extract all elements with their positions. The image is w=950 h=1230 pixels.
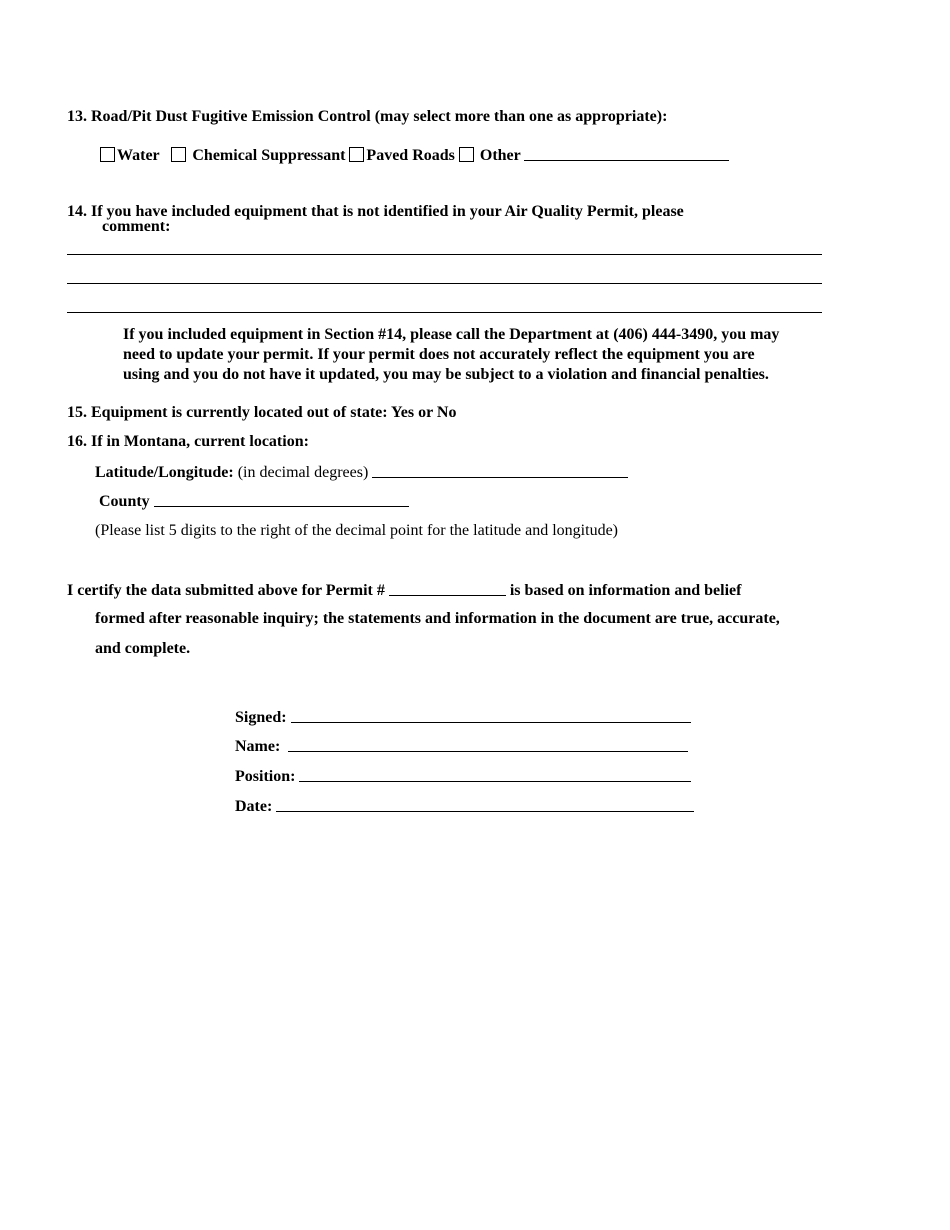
latlong-row (95, 463, 628, 482)
position-label: Position: (235, 768, 296, 785)
chemical-suppressant-checkbox[interactable] (171, 147, 186, 162)
q16-title: 16. If in Montana, current location: (67, 433, 309, 450)
signed-blank[interactable] (291, 708, 691, 723)
certify-text-b: is based on information and belief (509, 582, 742, 599)
other-label: Other (479, 147, 521, 164)
paved-roads-checkbox[interactable] (349, 147, 364, 162)
position-blank[interactable] (299, 767, 691, 782)
name-blank[interactable] (288, 737, 688, 752)
latlong-blank[interactable] (372, 463, 628, 478)
latlong-hint: (in decimal degrees) (237, 464, 369, 481)
certify-line1 (67, 581, 741, 600)
date-blank[interactable] (276, 797, 694, 812)
county-blank[interactable] (154, 492, 409, 507)
water-checkbox[interactable] (100, 147, 115, 162)
q14-title-line2: comment: (102, 218, 171, 235)
q14-notice-line2: need to update your permit. If your permit does not accurately reflect the equipment you are (123, 346, 755, 363)
q13-options (100, 146, 729, 165)
q14-title-line1: 14. If you have included equipment that is not identified in your Air Quality Permit, please (67, 203, 684, 220)
q14-notice-line3: using and you do not have it updated, you may be subject to a violation and financial penalties. (123, 366, 769, 383)
q13-title: 13. Road/Pit Dust Fugitive Emission Control (may select more than one as appropriate): (67, 108, 668, 125)
water-label: Water (117, 147, 160, 164)
date-label: Date: (235, 798, 273, 815)
certify-line2: formed after reasonable inquiry; the statements and information in the document are true, accurate, (95, 610, 780, 627)
chemical-suppressant-label: Chemical Suppressant (192, 147, 346, 164)
signed-row (235, 708, 691, 727)
comment-line-3[interactable] (67, 312, 822, 313)
q14-notice (123, 325, 779, 385)
signed-label: Signed: (235, 709, 287, 726)
certify-line3: and complete. (95, 640, 191, 657)
permit-number-blank[interactable] (389, 581, 506, 596)
other-checkbox[interactable] (459, 147, 474, 162)
county-row (99, 492, 409, 511)
county-label: County (99, 493, 150, 510)
q15-title: 15. Equipment is currently located out of state: Yes or No (67, 404, 457, 421)
other-blank[interactable] (524, 146, 729, 161)
name-row (235, 737, 688, 756)
q14-notice-line1: If you included equipment in Section #14, please call the Department at (406) 444-3490, you may (123, 326, 780, 343)
paved-roads-label: Paved Roads (366, 147, 455, 164)
position-row (235, 767, 691, 786)
name-label: Name: (235, 738, 281, 755)
certify-text-a: I certify the data submitted above for Permit # (67, 582, 385, 599)
q16-note: (Please list 5 digits to the right of the decimal point for the latitude and longitude) (95, 522, 618, 539)
latlong-label: Latitude/Longitude: (95, 464, 234, 481)
comment-line-1[interactable] (67, 254, 822, 255)
date-row (235, 797, 694, 816)
comment-line-2[interactable] (67, 283, 822, 284)
